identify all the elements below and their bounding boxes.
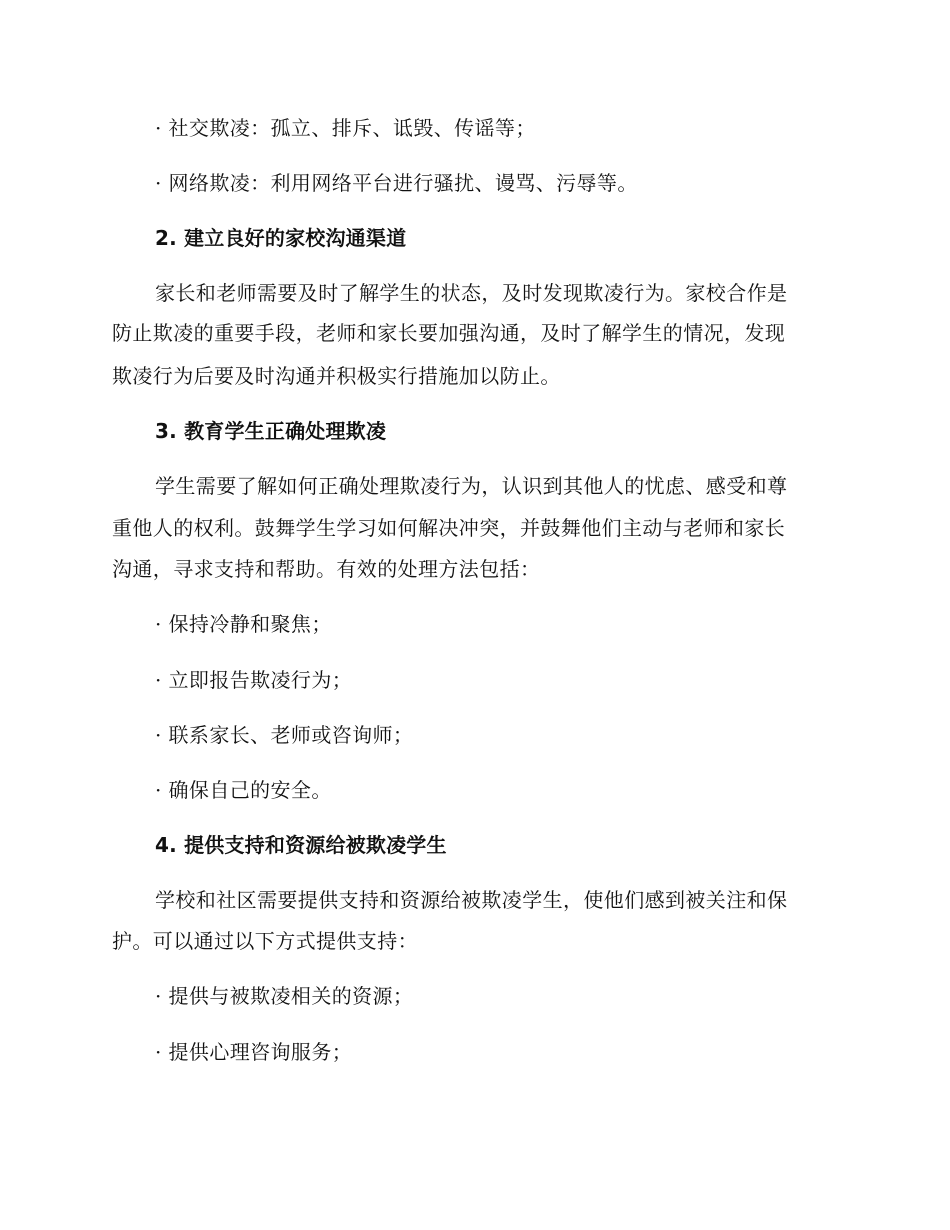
bullet-item: · 提供与被欺凌相关的资源； [155, 984, 414, 1008]
bullet-item: · 联系家长、老师或咨询师； [155, 723, 414, 747]
paragraph-line: 沟通，寻求支持和帮助。有效的处理方法包括： [112, 557, 541, 581]
paragraph-line: 重他人的权利。鼓舞学生学习如何解决冲突，并鼓舞他们主动与老师和家长 [112, 516, 786, 540]
bullet-social-bullying: · 社交欺凌：孤立、排斥、诋毁、传谣等； [155, 116, 536, 140]
bullet-item: · 确保自己的安全。 [155, 778, 332, 802]
section-heading-2: 2. 建立良好的家校沟通渠道 [155, 226, 407, 250]
bullet-item: · 保持冷静和聚焦； [155, 612, 332, 636]
paragraph-line: 防止欺凌的重要手段，老师和家长要加强沟通，及时了解学生的情况，发现 [112, 321, 786, 345]
paragraph-line: 学生需要了解如何正确处理欺凌行为，认识到其他人的忧虑、感受和尊 [155, 474, 788, 498]
paragraph-line: 家长和老师需要及时了解学生的状态，及时发现欺凌行为。家校合作是 [155, 281, 788, 305]
paragraph-line: 护。可以通过以下方式提供支持： [112, 929, 418, 953]
bullet-cyber-bullying: · 网络欺凌：利用网络平台进行骚扰、谩骂、污辱等。 [155, 171, 638, 195]
section-heading-3: 3. 教育学生正确处理欺凌 [155, 419, 387, 443]
section-heading-4: 4. 提供支持和资源给被欺凌学生 [155, 833, 447, 857]
paragraph-line: 欺凌行为后要及时沟通并积极实行措施加以防止。 [112, 364, 561, 388]
bullet-item: · 提供心理咨询服务； [155, 1040, 353, 1064]
bullet-item: · 立即报告欺凌行为； [155, 668, 353, 692]
paragraph-line: 学校和社区需要提供支持和资源给被欺凌学生，使他们感到被关注和保 [155, 888, 788, 912]
